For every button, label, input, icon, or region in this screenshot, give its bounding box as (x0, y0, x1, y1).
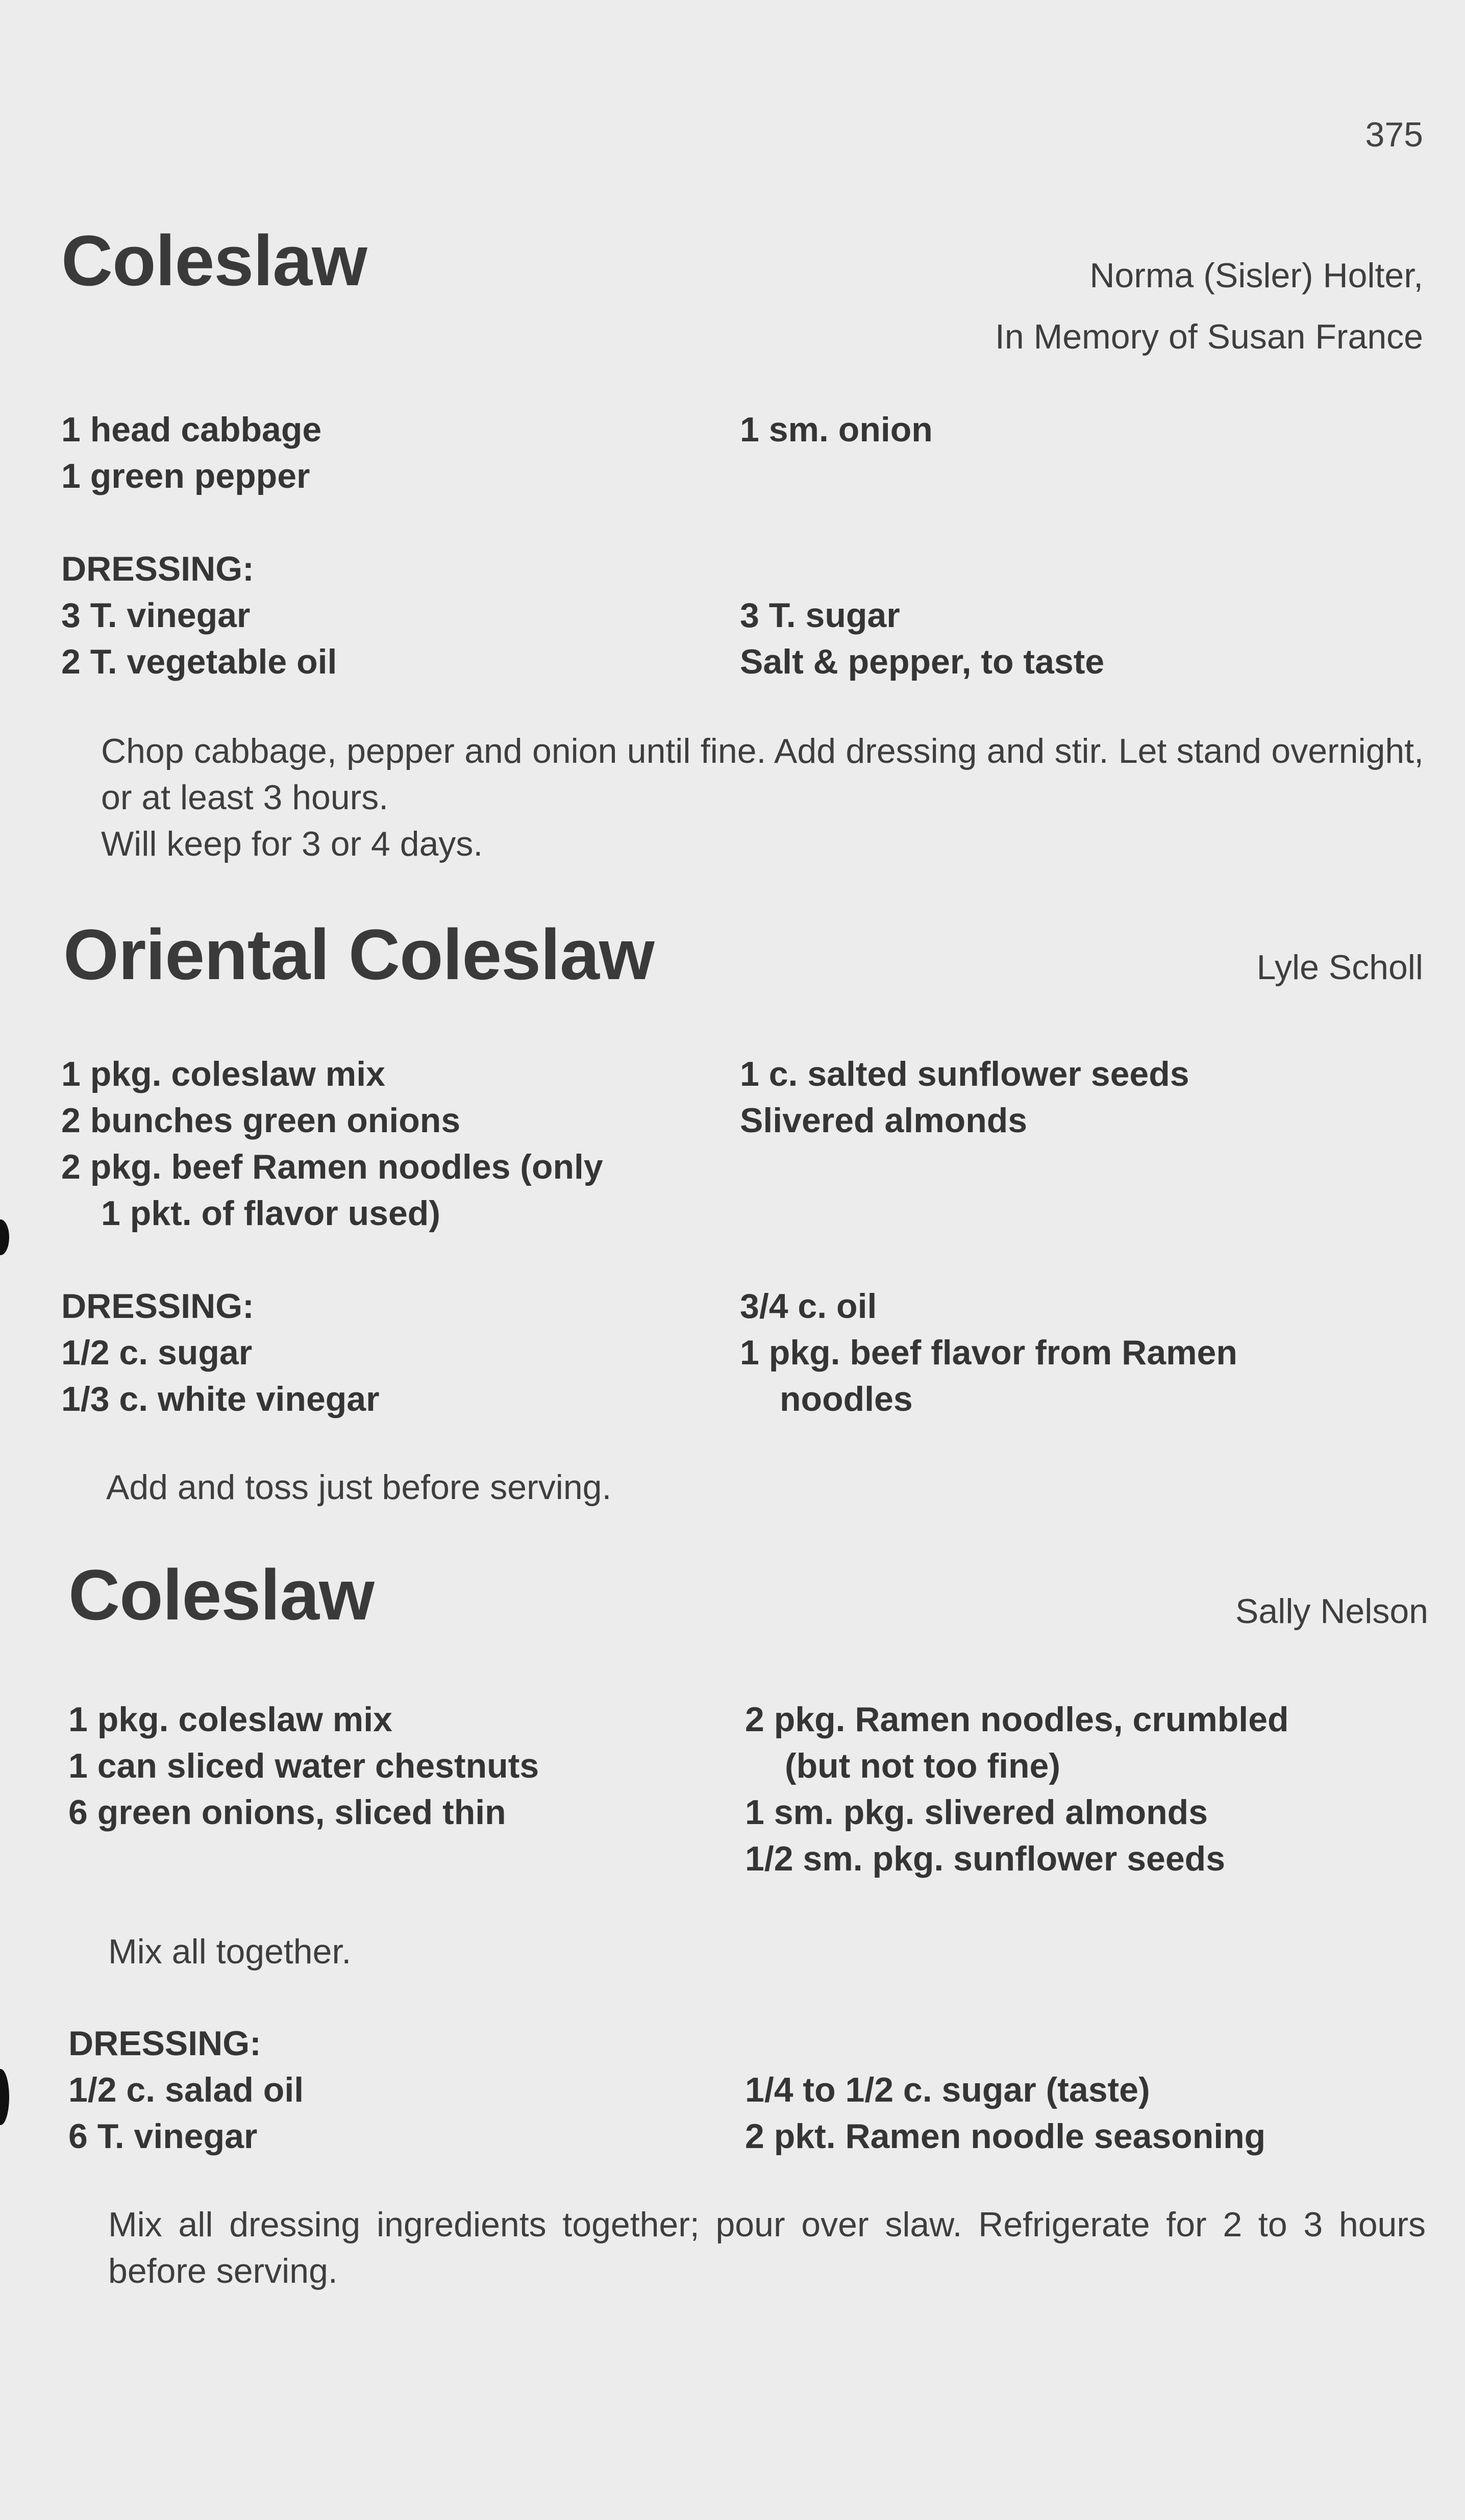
ingredient: 1 sm. pkg. slivered almonds (745, 1793, 1208, 1832)
ingredient: 1 sm. onion (740, 410, 933, 449)
dressing-right (740, 592, 1424, 685)
directions-paragraph: Add and toss just before serving. (106, 1468, 612, 1507)
dressing-heading: DRESSING: (61, 1287, 254, 1326)
directions-paragraph: Mix all dressing ingredients together; pour over slaw. Refrigerate for 2 to 3 hours before serving. (108, 2205, 1426, 2290)
ingredient: 2 T. vegetable oil (61, 642, 337, 681)
ingredient: 1/2 c. salad oil (68, 2070, 304, 2109)
ingredient: 6 T. vinegar (68, 2117, 258, 2156)
directions (66, 1464, 1429, 1511)
ingredient: 1 pkg. beef flavor from Ramen (740, 1333, 1237, 1372)
mix-note (68, 1929, 1431, 1975)
ingredient: 3 T. vinegar (61, 596, 251, 635)
dressing-left (61, 1283, 725, 1423)
ingredient: 6 green onions, sliced thin (68, 1793, 506, 1832)
ingredient: 1 head cabbage (61, 410, 322, 449)
ingredients-right (740, 407, 1424, 453)
ingredient: 2 pkg. beef Ramen noodles (only (61, 1147, 603, 1186)
dressing-heading: DRESSING: (68, 2024, 261, 2063)
directions-paragraph: Chop cabbage, pepper and onion until fine. Add dressing and stir. Let stand overnight, or at least 3 hours. (101, 732, 1424, 817)
binding-hole-mark (0, 2069, 9, 2125)
author-line: Norma (Sisler) Holter, (1089, 256, 1423, 295)
page-number: 375 (1365, 115, 1423, 154)
ingredient: 1 pkg. coleslaw mix (68, 1700, 392, 1739)
ingredient: 1 can sliced water chestnuts (68, 1746, 539, 1785)
ingredient: 1 c. salted sunflower seeds (740, 1055, 1189, 1093)
recipe-author: Sally Nelson (1235, 1592, 1428, 1631)
ingredient: 1/2 c. sugar (61, 1333, 253, 1372)
ingredient: 1/2 sm. pkg. sunflower seeds (745, 1839, 1226, 1878)
recipe-author (995, 245, 1423, 367)
ingredient: 1 green pepper (61, 457, 310, 495)
dressing-left (61, 546, 725, 685)
dressing-right (745, 2067, 1429, 2160)
ingredient: 1 pkt. of flavor used) (101, 1194, 440, 1233)
ingredient: 1 pkg. coleslaw mix (61, 1055, 385, 1093)
ingredients-right (740, 1051, 1424, 1144)
dressing-right (740, 1283, 1424, 1423)
ingredient: 3 T. sugar (740, 596, 900, 635)
recipe-title: Coleslaw (61, 220, 367, 301)
mix-note-text: Mix all together. (108, 1932, 352, 1971)
author-line: In Memory of Susan France (995, 317, 1423, 356)
directions-paragraph: Will keep for 3 or 4 days. (101, 825, 483, 863)
ingredient: Salt & pepper, to taste (740, 642, 1105, 681)
dressing-heading: DRESSING: (61, 550, 254, 588)
dressing-left (68, 2020, 732, 2160)
ingredients-left (61, 1051, 725, 1237)
recipe-title: Oriental Coleslaw (63, 914, 654, 994)
ingredient: 1/4 to 1/2 c. sugar (taste) (745, 2070, 1150, 2109)
ingredient: 2 bunches green onions (61, 1101, 461, 1140)
ingredients-left (68, 1696, 732, 1836)
binding-hole-mark (0, 1219, 9, 1255)
ingredient: 2 pkt. Ramen noodle seasoning (745, 2117, 1266, 2156)
ingredient: 1/3 c. white vinegar (61, 1380, 380, 1418)
recipe-author: Lyle Scholl (1256, 948, 1423, 987)
ingredients-left (61, 407, 725, 500)
directions (61, 728, 1424, 867)
directions (68, 2202, 1426, 2294)
ingredient: Slivered almonds (740, 1101, 1028, 1140)
ingredient: (but not too fine) (785, 1746, 1061, 1785)
ingredient: noodles (780, 1380, 913, 1418)
ingredient: 3/4 c. oil (740, 1287, 877, 1326)
recipe-title: Coleslaw (68, 1555, 374, 1635)
ingredient: 2 pkg. Ramen noodles, crumbled (745, 1700, 1289, 1739)
ingredients-right (745, 1696, 1429, 1882)
